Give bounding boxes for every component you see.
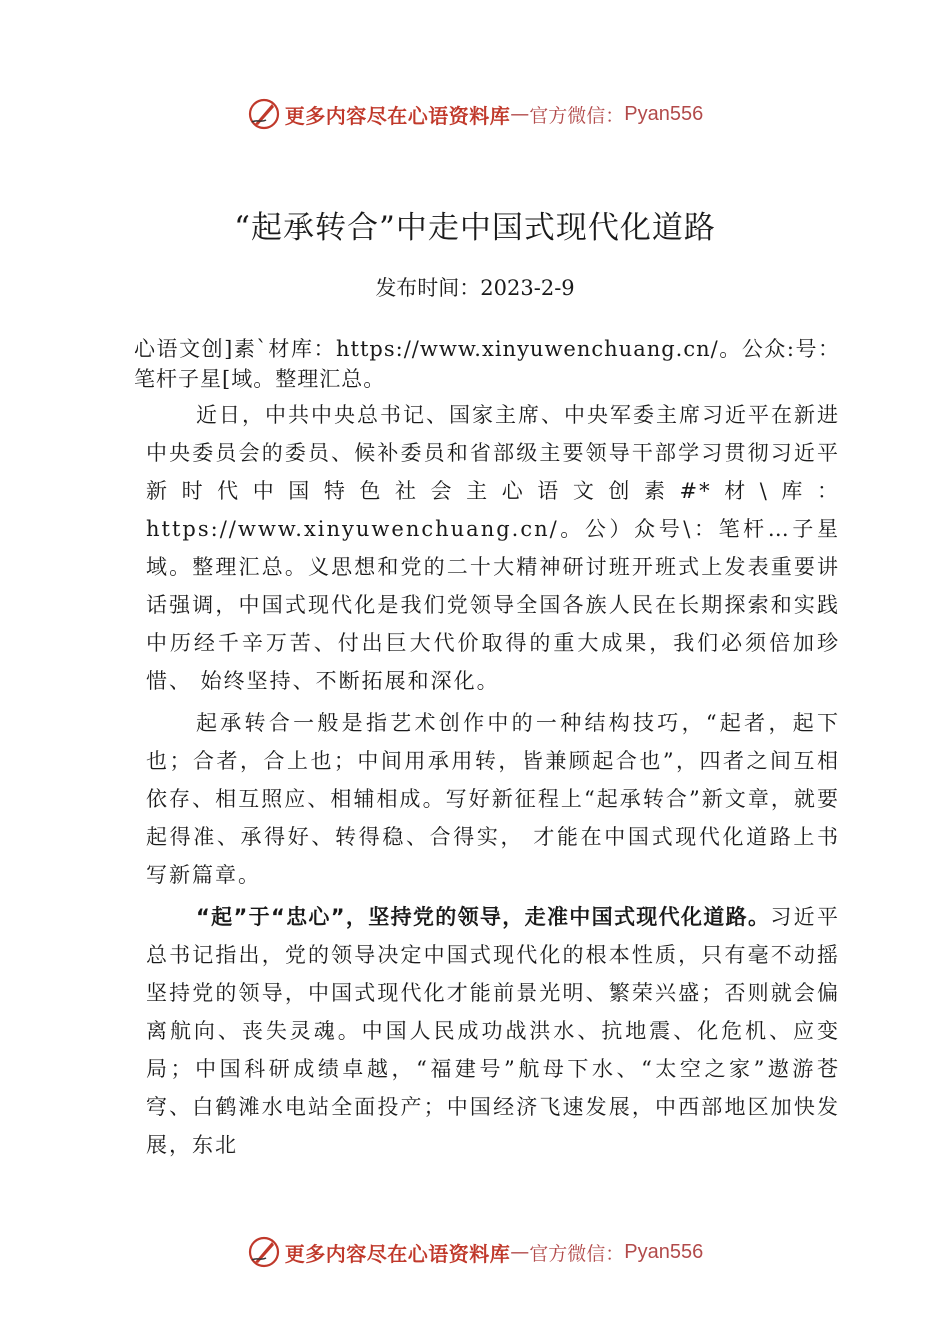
publish-date: 发布时间：2023-2-9	[375, 276, 575, 300]
page-title: “起承转合”中走中国式现代化道路	[234, 210, 716, 246]
paragraph-2: 起承转合一般是指艺术创作中的一种结构技巧，“起者，起下也；合者，合上也；中间用承用转，皆兼顾起合也”，四者之间互相依存、相互照应、相辅相成。写好新征程上“起承转合”新文章，就要起得准、承得好、转得稳、合得实， 才能在中国式现代化道路上书写新篇章。	[146, 711, 840, 887]
article-body	[134, 334, 840, 1164]
footer-banner	[0, 1232, 950, 1272]
footer-banner-wechat-id: Pyan556	[624, 1240, 704, 1263]
paragraph-3-heading: “起”于“忠心”，坚持党的领导，走准中国式现代化道路。	[196, 905, 771, 929]
footer-banner-dash: —	[510, 1241, 530, 1263]
paragraph-3	[134, 898, 840, 1164]
quill-logo-icon	[247, 97, 281, 131]
paragraph-3-body: 习近平总书记指出，党的领导决定中国式现代化的根本性质，只有毫不动摇坚持党的领导，中国式现代化才能前景光明、繁荣兴盛；否则就会偏离航向、丧失灵魂。中国人民成功战洪水、抗地震、化危机、应变局；中国科研成绩卓越，“福建号”航母下水、“太空之家”遨游苍穹、白鹤滩水电站全面投产；中国经济飞速发展，中西部地区加快发展，东北	[146, 905, 840, 1157]
paragraph-1: 近日，中共中央总书记、国家主席、中央军委主席习近平在新进中央委员会的委员、候补委员和省部级主要领导干部学习贯彻习近平新时代中国特色社会主心语文创素#*材\库：https://www.xinyuwenchuang.cn/。公）众号\：笔杆…子星域。整理汇总。义思想和党的二十大精神研讨班开班式上发表重要讲话强调，中国式现代化是我们党领导全国各族人民在长期探索和实践中历经千辛万苦、付出巨大代价取得的重大成果，我们必须倍加珍惜、 始终坚持、不断拓展和深化。	[146, 403, 840, 693]
banner-wechat-id: Pyan556	[624, 102, 704, 125]
header-banner	[0, 94, 950, 134]
source-line: 心语文创]素`材库：https://www.xinyuwenchuang.cn/。公众:号：笔杆子星[域。整理汇总。	[134, 337, 840, 391]
footer-banner-official-label: 官方微信：	[529, 1242, 625, 1265]
banner-official-label: 官方微信：	[529, 104, 625, 127]
quill-logo-icon	[247, 1235, 281, 1269]
banner-dash: —	[510, 103, 530, 125]
banner-brand: 更多内容尽在心语资料库	[284, 103, 511, 128]
footer-banner-brand: 更多内容尽在心语资料库	[284, 1241, 511, 1266]
